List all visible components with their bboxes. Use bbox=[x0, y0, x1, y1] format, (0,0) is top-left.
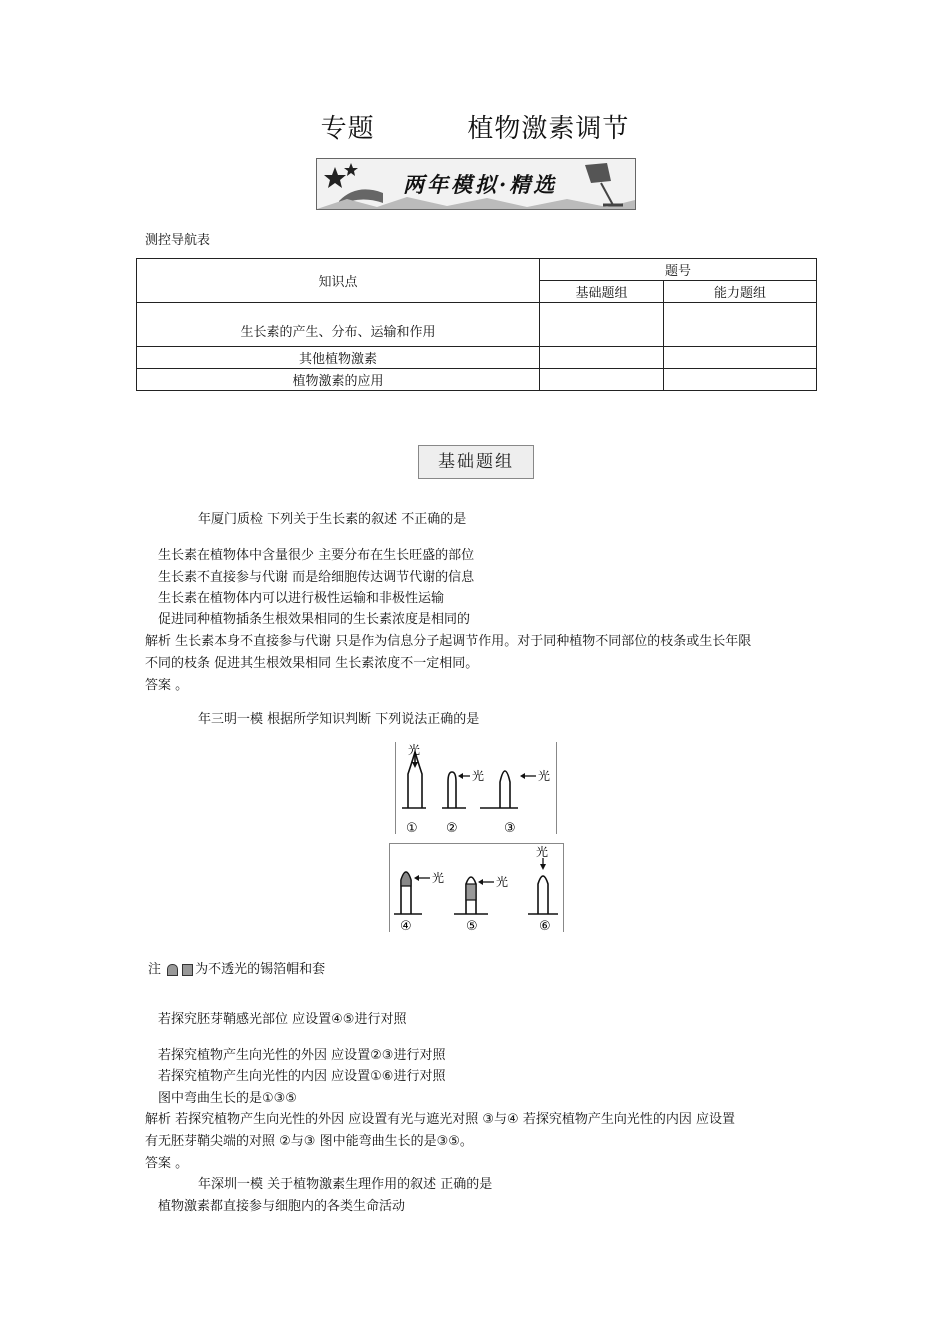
question-1-option: 促进同种植物插条生根效果相同的生长素浓度是相同的 bbox=[158, 612, 471, 627]
light-label: 光 bbox=[472, 769, 485, 783]
table-row bbox=[137, 347, 817, 369]
light-label: 光 bbox=[496, 875, 509, 889]
arrow-icon bbox=[478, 879, 483, 885]
question-2-stem: 年三明一模 根据所学知识判断 下列说法正确的是 bbox=[198, 712, 480, 727]
row-label: 其他植物激素 bbox=[137, 347, 540, 369]
row-label: 生长素的产生、分布、运输和作用 bbox=[137, 303, 540, 347]
foil-cap bbox=[401, 872, 411, 886]
note-prefix: 注 bbox=[148, 962, 162, 977]
row-ability-cell bbox=[664, 347, 817, 369]
coleoptile-3 bbox=[500, 771, 510, 808]
table-row bbox=[137, 303, 817, 347]
question-3-stem: 年深圳一模 关于植物激素生理作用的叙述 正确的是 bbox=[198, 1177, 493, 1192]
question-1-option: 生长素在植物体内可以进行极性运输和非极性运输 bbox=[158, 591, 445, 606]
question-1-stem: 年厦门质检 下列关于生长素的叙述 不正确的是 bbox=[198, 512, 467, 527]
row-basic-cell bbox=[540, 369, 664, 391]
header-question-number: 题号 bbox=[540, 259, 817, 281]
question-1-analysis-cont: 不同的枝条 促进其生根效果相同 生长素浓度不一定相同。 bbox=[145, 656, 479, 671]
star-icon bbox=[324, 167, 346, 188]
question-1-analysis: 解析 生长素本身不直接参与代谢 只是作为信息分子起调节作用。对于同种植物不同部位的枝条或生长年限 bbox=[145, 634, 752, 649]
row-label: 植物激素的应用 bbox=[137, 369, 540, 391]
header-ability: 能力题组 bbox=[664, 281, 817, 303]
figure-label-6: ⑥ bbox=[539, 919, 551, 932]
question-3-option: 植物激素都直接参与细胞内的各类生命活动 bbox=[158, 1199, 406, 1214]
arrow-icon bbox=[412, 762, 418, 768]
star-icon bbox=[344, 163, 358, 176]
header-knowledge: 知识点 bbox=[137, 259, 540, 303]
header-basic: 基础题组 bbox=[540, 281, 664, 303]
row-ability-cell bbox=[664, 303, 817, 347]
figure-label-4: ④ bbox=[400, 919, 412, 932]
arrow-icon bbox=[458, 773, 463, 779]
coleoptile-6 bbox=[538, 876, 548, 914]
light-label: 光 bbox=[536, 845, 549, 859]
row-basic-cell bbox=[540, 347, 664, 369]
question-1-option: 生长素在植物体中含量很少 主要分布在生长旺盛的部位 bbox=[158, 548, 475, 563]
figure-label-3: ③ bbox=[504, 821, 516, 834]
coleoptile-figure-top bbox=[395, 742, 557, 834]
section-banner bbox=[316, 158, 636, 210]
coleoptile-figure-bottom bbox=[389, 843, 564, 932]
arrow-icon bbox=[540, 864, 546, 870]
row-ability-cell bbox=[664, 369, 817, 391]
question-2-option: 图中弯曲生长的是①③⑤ bbox=[158, 1091, 297, 1106]
light-label: 光 bbox=[432, 871, 445, 885]
question-2-analysis-cont: 有无胚芽鞘尖端的对照 ②与③ 图中能弯曲生长的是③⑤。 bbox=[145, 1134, 473, 1149]
question-1-answer: 答案 。 bbox=[145, 678, 189, 693]
table-row bbox=[137, 369, 817, 391]
foil-sleeve-icon bbox=[182, 964, 193, 976]
coleoptile-diagram-1-3 bbox=[396, 742, 556, 834]
navigation-table bbox=[136, 258, 817, 391]
question-2-option: 若探究胚芽鞘感光部位 应设置④⑤进行对照 bbox=[158, 1012, 407, 1027]
light-label: 光 bbox=[538, 769, 551, 783]
note-suffix: 为不透光的锡箔帽和套 bbox=[195, 962, 326, 977]
figure-label-1: ① bbox=[406, 821, 418, 834]
light-label: 光 bbox=[408, 743, 421, 757]
foil-sleeve bbox=[466, 884, 476, 900]
page-title: 专题 植物激素调节 bbox=[320, 114, 630, 144]
banner-title: 两年模拟·精选 bbox=[403, 172, 558, 197]
coleoptile-diagram-4-6 bbox=[390, 844, 563, 932]
figure-label-2: ② bbox=[446, 821, 458, 834]
figure-note bbox=[148, 958, 325, 977]
question-2-analysis: 解析 若探究植物产生向光性的外因 应设置有光与遮光对照 ③与④ 若探究植物产生向光性的内因 应设置 bbox=[145, 1112, 735, 1127]
arrow-icon bbox=[414, 875, 419, 881]
figure-label-5: ⑤ bbox=[466, 919, 478, 932]
question-1-option: 生长素不直接参与代谢 而是给细胞传达调节代谢的信息 bbox=[158, 570, 475, 585]
coleoptile-2 bbox=[448, 772, 456, 808]
lamp-icon bbox=[585, 163, 611, 183]
nav-table-label: 测控导航表 bbox=[145, 233, 211, 248]
question-2-answer: 答案 。 bbox=[145, 1156, 189, 1171]
question-2-option: 若探究植物产生向光性的外因 应设置②③进行对照 bbox=[158, 1048, 446, 1063]
foil-cap-icon bbox=[167, 964, 178, 976]
section-badge: 基础题组 bbox=[418, 445, 534, 479]
question-2-option: 若探究植物产生向光性的内因 应设置①⑥进行对照 bbox=[158, 1069, 446, 1084]
row-basic-cell bbox=[540, 303, 664, 347]
arrow-icon bbox=[520, 773, 525, 779]
